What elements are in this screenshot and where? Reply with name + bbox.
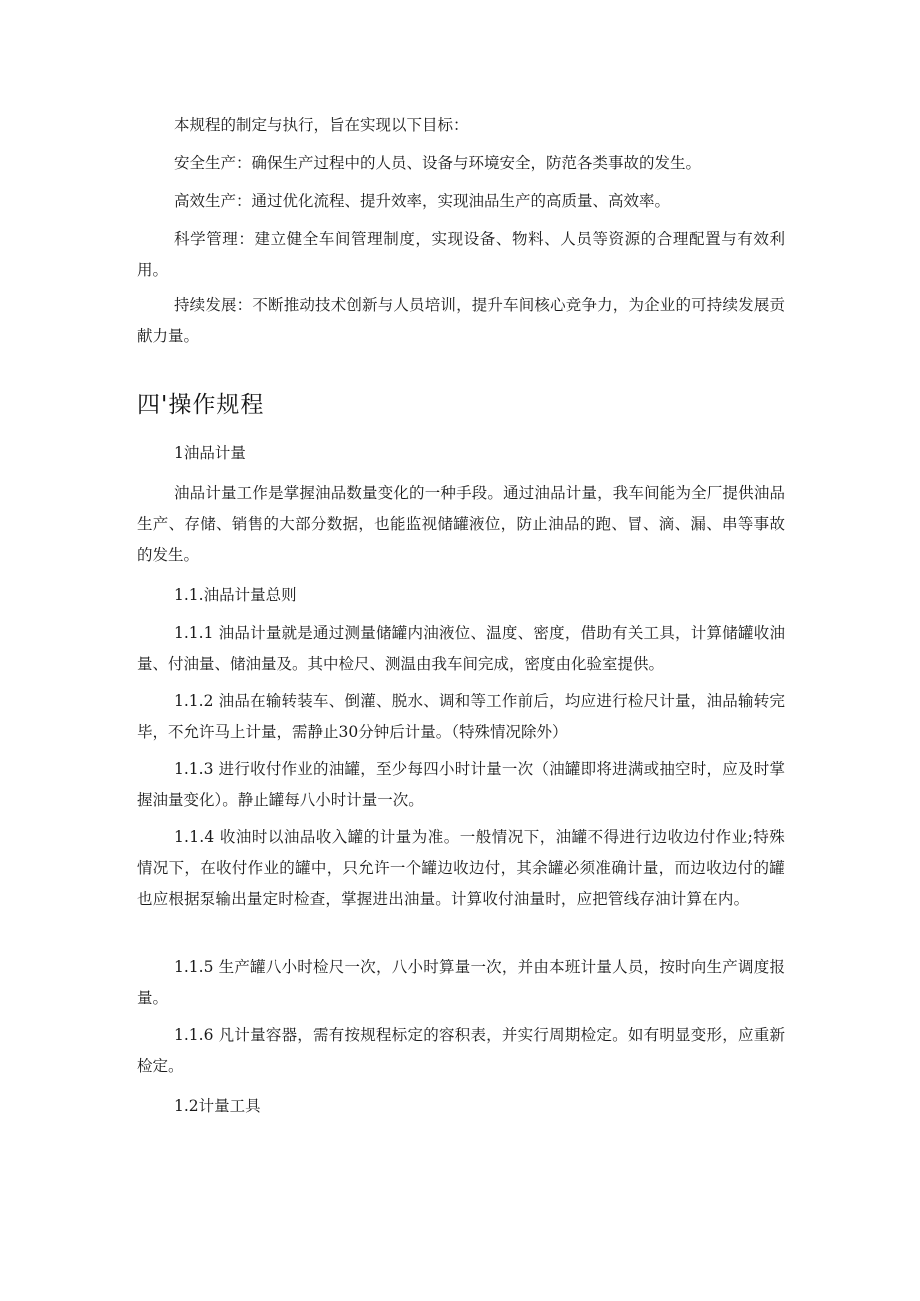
- goal-sustain-paragraph: 持续发展：不断推动技术创新与人员培训，提升车间核心竞争力，为企业的可持续发展贡献力量。: [137, 296, 785, 345]
- item-1-1-1: 1.1.1 油品计量就是通过测量储罐内油液位、温度、密度，借助有关工具，计算储罐收油量、付油量、储油量及。其中检尺、测温由我车间完成，密度由化验室提供。: [137, 624, 785, 673]
- oil-measurement-paragraph: 油品计量工作是掌握油品数量变化的一种手段。通过油品计量，我车间能为全厂提供油品生产、存储、销售的大部分数据，也能监视储罐液位，防止油品的跑、冒、滴、漏、串等事故的发生。: [137, 484, 785, 564]
- section-heading: 四'操作规程: [137, 392, 265, 418]
- subheading-general-rules: 1.1.油品计量总则: [174, 586, 297, 604]
- goal-management-paragraph: 科学管理：建立健全车间管理制度，实现设备、物料、人员等资源的合理配置与有效利用。: [137, 230, 785, 279]
- item-1-1-6: 1.1.6 凡计量容器，需有按规程标定的容积表，并实行周期检定。如有明显变形，应重新检定。: [137, 1026, 785, 1075]
- subheading-oil-measurement: 1油品计量: [174, 444, 246, 462]
- item-1-1-4: 1.1.4 收油时以油品收入罐的计量为准。一般情况下，油罐不得进行边收边付作业;特殊情况下，在收付作业的罐中，只允许一个罐边收边付，其余罐必须准确计量，而边收边付的罐也应根据泵输出量定时检查，掌握进出油量。计算收付油量时，应把管线存油计算在内。: [137, 828, 785, 908]
- item-1-1-5: 1.1.5 生产罐八小时检尺一次，八小时算量一次，并由本班计量人员，按时向生产调度报量。: [137, 958, 785, 1007]
- goal-efficiency-paragraph: 高效生产：通过优化流程、提升效率，实现油品生产的高质量、高效率。: [174, 192, 671, 210]
- item-1-1-2: 1.1.2 油品在输转装车、倒灌、脱水、调和等工作前后，均应进行检尺计量，油品输转完毕，不允许马上计量，需静止30分钟后计量。（特殊情况除外）: [137, 692, 785, 741]
- item-1-1-3: 1.1.3 进行收付作业的油罐，至少每四小时计量一次（油罐即将进满或抽空时，应及时掌握油量变化）。静止罐每八小时计量一次。: [137, 760, 785, 809]
- subheading-measurement-tools: 1.2计量工具: [174, 1097, 261, 1115]
- goal-safety-paragraph: 安全生产：确保生产过程中的人员、设备与环境安全，防范各类事故的发生。: [174, 154, 702, 172]
- intro-paragraph: 本规程的制定与执行，旨在实现以下目标：: [174, 116, 469, 134]
